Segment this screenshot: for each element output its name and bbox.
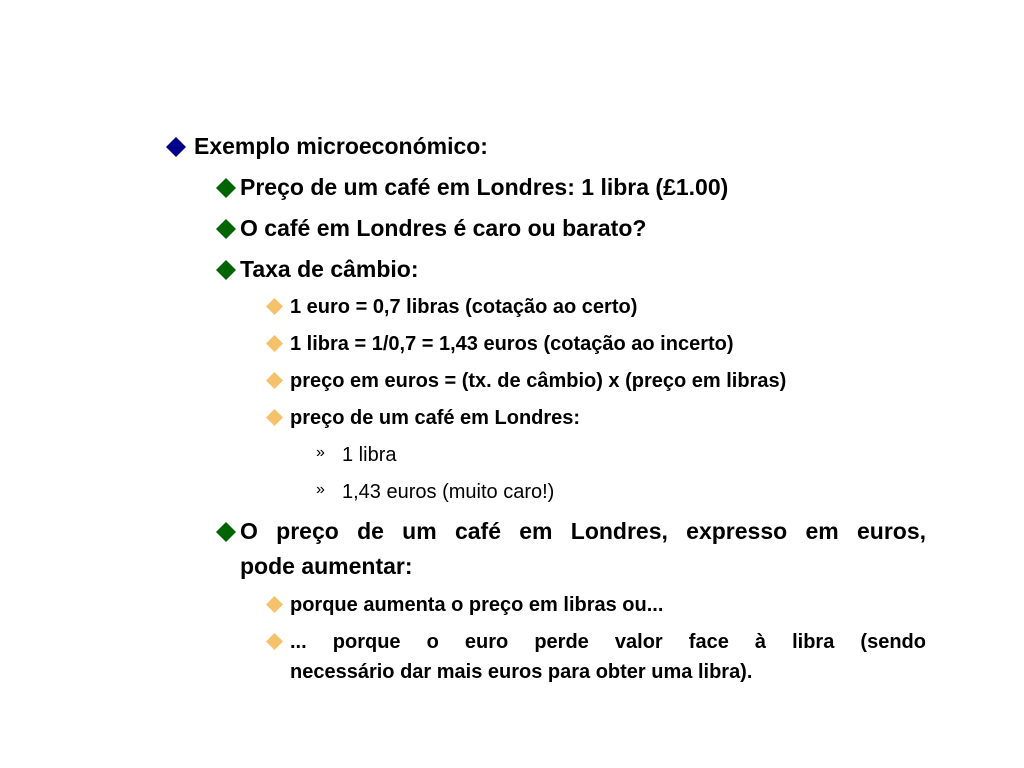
- question-text: O café em Londres é caro ou barato?: [240, 215, 647, 241]
- raquo-marker: »: [316, 444, 325, 461]
- raquo-marker: »: [316, 481, 325, 498]
- price-formula-text: preço em euros = (tx. de câmbio) x (preço em libras): [290, 370, 787, 392]
- diamond-icon: [266, 372, 283, 389]
- diamond-icon: [216, 219, 236, 239]
- diamond-icon: [216, 522, 236, 542]
- rate-direct-text: 1 euro = 0,7 libras (cotação ao certo): [290, 296, 638, 318]
- diamond-icon: [266, 335, 283, 352]
- diamond-icon: [216, 260, 236, 280]
- rate-indirect-text: 1 libra = 1/0,7 = 1,43 euros (cotação ao incerto): [290, 333, 734, 355]
- price-london-text: Preço de um café em Londres: 1 libra (£1.00): [240, 174, 729, 200]
- diamond-icon: [166, 137, 186, 157]
- exchange-rate-text: Taxa de câmbio:: [240, 256, 419, 282]
- diamond-icon: [266, 633, 283, 650]
- diamond-icon: [266, 298, 283, 315]
- price-euros-text: 1,43 euros (muito caro!): [342, 481, 555, 503]
- increase-line2: pode aumentar:: [240, 553, 413, 579]
- diamond-icon: [266, 409, 283, 426]
- reason-price-text: porque aumenta o preço em libras ou...: [290, 594, 664, 616]
- reason-euro-line1: ... porque o euro perde valor face à libra (sendo: [290, 631, 926, 653]
- diamond-icon: [266, 596, 283, 613]
- price-coffee-label: preço de um café em Londres:: [290, 407, 581, 429]
- heading-text: Exemplo microeconómico:: [194, 133, 488, 159]
- reason-euro-line2: necessário dar mais euros para obter uma libra).: [290, 661, 753, 683]
- price-pounds-text: 1 libra: [342, 444, 397, 466]
- diamond-icon: [216, 178, 236, 198]
- increase-line1: O preço de um café em Londres, expresso em euros,: [240, 518, 926, 544]
